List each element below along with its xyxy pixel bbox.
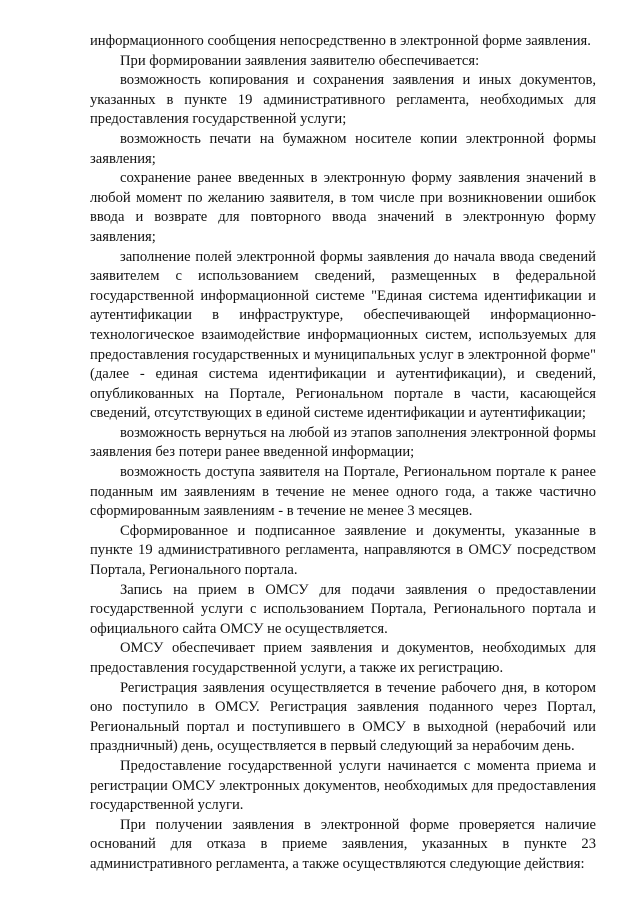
paragraph: Запись на прием в ОМСУ для подачи заявления о предоставлении государственной услуги с использованием Портала, Регионального портала и официального сайта ОМСУ не осуществляется. <box>90 581 596 637</box>
paragraph: возможность вернуться на любой из этапов заполнения электронной формы заявления без потери ранее введенной информации; <box>90 424 596 461</box>
paragraph: Предоставление государственной услуги начинается с момента приема и регистрации ОМСУ электронных документов, необходимых для предоставления государственной услуги. <box>90 757 596 814</box>
paragraph: При получении заявления в электронной форме проверяется наличие оснований для отказа в приеме заявления, указанных в пункте 23 административного регламента, а также осуществляются следующие действия: <box>90 816 596 872</box>
paragraph: Регистрация заявления осуществляется в течение рабочего дня, в котором оно поступило в ОМСУ. Регистрация заявления поданного через Портал, Региональный портал и поступившего в ОМСУ в выходной (нерабочий или праздничный) день, осуществляется в первый следующий за нерабочим день. <box>90 679 596 755</box>
paragraph: заполнение полей электронной формы заявления до начала ввода сведений заявителем с использованием сведений, размещенных в федеральной государственной информационной системе "Единая система идентификации и аутентификации в инфраструктуре, обеспечивающей информационно-технологическое взаимодействие информационных систем, используемых для предоставления государственных и муниципальных услуг в электронной форме" (далее - единая система идентификации и аутентификации), и сведений, опубликованных на Портале, Региональном портале в части, касающейся сведений, отсутствующих в единой системе идентификации и аутентификации; <box>90 248 596 422</box>
paragraph: ОМСУ обеспечивает прием заявления и документов, необходимых для предоставления государственной услуги, а также их регистрацию. <box>90 640 596 676</box>
paragraph: Сформированное и подписанное заявление и документы, указанные в пункте 19 административного регламента, направляются в ОМСУ посредством Портала, Регионального портала. <box>90 522 596 579</box>
paragraph: сохранение ранее введенных в электронную форму заявления значений в любой момент по желанию заявителя, в том числе при возникновении ошибок ввода и возврате для повторного ввода значений в электронную форму заявления; <box>90 170 596 245</box>
paragraph: возможность копирования и сохранения заявления и иных документов, указанных в пункте 19 административного регламента, необходимых для предоставления государственной услуги; <box>90 72 596 128</box>
paragraph: возможность доступа заявителя на Портале, Региональном портале к ранее поданным им заявлениям в течение не менее одного года, а также частично сформированным заявлениям - в течение не менее 3 месяцев. <box>90 464 596 520</box>
paragraph: При формировании заявления заявителю обеспечивается: <box>120 52 480 69</box>
paragraph-continuation: информационного сообщения непосредственно в электронной форме заявления. <box>90 33 591 49</box>
paragraph: возможность печати на бумажном носителе копии электронной формы заявления; <box>90 130 596 167</box>
